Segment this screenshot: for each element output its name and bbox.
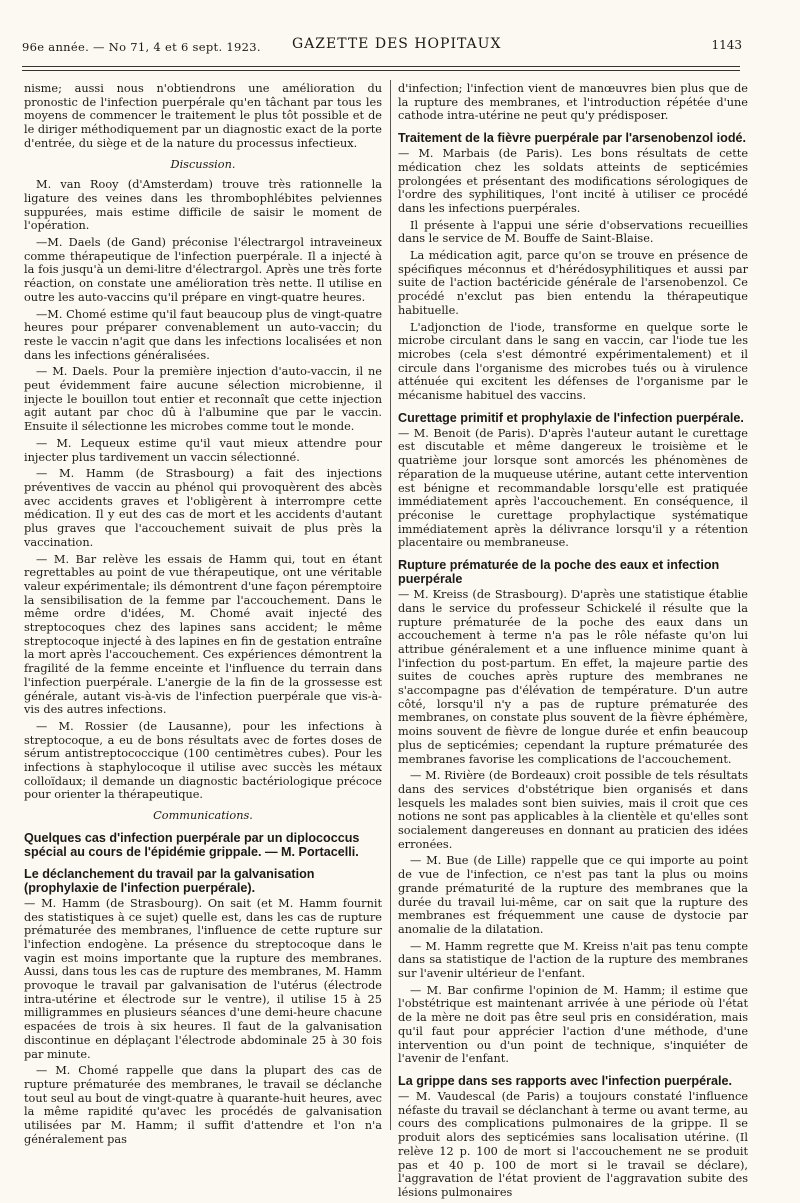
header-rule-top bbox=[22, 66, 740, 67]
page-header bbox=[22, 36, 742, 62]
article-title: Rupture prématurée de la poche des eaux et infection puerpérale bbox=[398, 558, 720, 587]
paragraph: La médication agit, parce qu'on se trouve en présence de spécifiques méconnus et d'hérédosyphilitiques et aussi par suite de l'action bactéricide générale de l'arsenobenzol. Ce procédé n'exclut pas bien entendu la thérapeutique habituelle. bbox=[398, 249, 748, 317]
header-rule-bottom bbox=[22, 70, 740, 71]
paragraph: —M. Daels (de Gand) préconise l'électrargol intraveineux comme thérapeutique de l'infection puerpérale. Il a injecté à la fois jusqu'à un demi-litre d'électrargol. Après une très forte réaction, on constate une amélioration très nette. Il utilise en outre les auto-vaccins qu'il prépare en vingt-quatre heures. bbox=[24, 236, 382, 304]
article-title: Quelques cas d'infection puerpérale par un diplococcus spécial au cours de l'épidémie grippale. — M. Portacelli. bbox=[24, 830, 360, 859]
paragraph: Il présente à l'appui une série d'observations recueillies dans le service de M. Bouffe de Saint-Blaise. bbox=[398, 218, 748, 246]
paragraph: — M. Daels. Pour la première injection d'auto-vaccin, il ne peut évidemment faire aucune sélection microbienne, il injecte le bouillon tout entier et reconnaît que cette injection agit autant par choc dû à l'albumine que par le vaccin. Ensuite il sélectionne les microbes comme tout le monde. bbox=[24, 365, 382, 434]
column-divider bbox=[390, 80, 391, 1130]
article-title: La grippe dans ses rapports avec l'infection puerpérale. bbox=[398, 1074, 733, 1088]
paragraph: — M. Vaudescal (de Paris) a toujours constaté l'influence néfaste du travail se déclanchant à terme ou avant terme, au cours des complications pulmonaires de la grippe. Il se produit alors des septicémies sans localisation utérine. (Il relève 12 p. 100 de mort si l'accouchement ne se produit pas et 40 p. 100 de mort si le travail se déclare), l'aggravation de l'état provient de l'aggravation subite des lésions pulmonaires bbox=[398, 1090, 748, 1199]
paragraph: — M. Bar confirme l'opinion de M. Hamm; il estime que l'obstétrique est maintenant arrivée à une période où l'état de la mère ne doit pas être seul pris en considération, mais qu'il faut pour apprécier l'action d'une méthode, d'une intervention ou d'un point de technique, s'inquiéter de l'avenir de l'enfant. bbox=[398, 983, 748, 1066]
right-column bbox=[398, 82, 748, 1203]
issue-info: 96e année. — No 71, 4 et 6 sept. 1923. bbox=[22, 40, 261, 54]
paragraph: — M. Kreiss (de Strasbourg). D'après une statistique établie dans le service du professeur Schickelé il résulte que la rupture prématurée de la poche des eaux dans un accouchement à terme n'a pas le rôle néfaste qu'on lui attribue généralement et a une influence minime quant à l'infection du post-partum. En effet, la majeure partie des suites de couches après rupture des membranes ne s'accompagne pas d'élévation de température. D'un autre côté, lorsqu'il n'y a pas de rupture prématurée des membranes, on constate plus souvent de la fièvre éphémère, moins souvent de fièvre de longue durée et enfin beaucoup plus de septicémies; cependant la rupture prématurée des membranes favorise les complications de l'accouchement. bbox=[398, 588, 748, 766]
section-heading-discussion: Discussion. bbox=[170, 157, 236, 171]
paragraph: — M. Rossier (de Lausanne), pour les infections à streptocoque, a eu de bons résultats avec de fortes doses de sérum antistreptococcique (100 centimètres cubes). Pour les infections à staphylocoque il utilise avec succès les métaux colloïdaux; il demande un diagnostic bactériologique précoce pour orienter la thérapeutique. bbox=[24, 719, 382, 802]
paragraph: d'infection; l'infection vient de manœuvres bien plus que de la rupture des membranes, et l'introduction répétée d'une cathode intra-utérine ne peut qu'y prédisposer. bbox=[398, 82, 748, 123]
paragraph: L'adjonction de l'iode, transforme en quelque sorte le microbe circulant dans le sang en vaccin, car l'iode tue les microbes (cela s'est démontré expérimentalement) et il circule dans l'organisme des microbes tués ou à virulence atténuée qui excitent les défenses de l'organisme par le mécanisme habituel des vaccins. bbox=[398, 320, 748, 403]
article-title: Traitement de la fièvre puerpérale par l'arsenobenzol iodé. bbox=[398, 131, 747, 146]
paragraph: — M. Rivière (de Bordeaux) croit possible de tels résultats dans des services d'obstétrique bien organisés et dans lesquels les malades sont bien suivies, mais il croit que ces notions ne sont pas applicables à la clientèle et qu'elles sont socialement dangereuses en donnant au praticien des idées erronées. bbox=[398, 769, 748, 851]
paragraph: — M. Lequeux estime qu'il vaut mieux attendre pour injecter plus tardivement un vaccin sélectionné. bbox=[24, 436, 382, 464]
paragraph: — M. Marbais (de Paris). Les bons résultats de cette médication chez les soldats atteints de septicémies prolongées et présentant des modifications sérologiques de l'ordre des syphilitiques, l'ont incité à utiliser ce procédé dans les infections puerpérales. bbox=[398, 147, 748, 215]
paragraph: —M. Chomé estime qu'il faut beaucoup plus de vingt-quatre heures pour préparer convenablement un auto-vaccin; du reste le vaccin n'agit que dans les infections localisées et non dans les infections généralisées. bbox=[24, 307, 382, 362]
paragraph: — M. Hamm regrette que M. Kreiss n'ait pas tenu compte dans sa statistique de l'action de la rupture des membranes sur l'avenir ultérieur de l'enfant. bbox=[398, 939, 748, 981]
journal-title: GAZETTE DES HOPITAUX bbox=[292, 36, 502, 52]
article-title: Curettage primitif et prophylaxie de l'infection puerpérale. bbox=[398, 410, 744, 425]
paragraph: — M. Hamm (de Strasbourg). On sait (et M. Hamm fournit des statistiques à ce sujet) quelle est, dans les cas de rupture prématurée des membranes, l'influence de cette rupture sur l'infection endogène. La présence du streptocoque dans le vagin est moins importante que la rupture des membranes. Aussi, dans tous les cas de rupture des membranes, M. Hamm provoque le travail par galvanisation de l'utérus (électrode intra-utérine et électrode sur le ventre), il utilise 15 à 25 milligrammes en plusieurs séances d'une demi-heure chacune espacées de trois à six heures. Il faut de la galvanisation discontinue en déplaçant l'électrode abdominale 25 à 30 fois par minute. bbox=[24, 896, 382, 1061]
page-number: 1143 bbox=[711, 38, 742, 52]
article-title: Le déclanchement du travail par la galvanisation (prophylaxie de l'infection puerpérale). bbox=[24, 866, 315, 895]
section-heading-communications: Communications. bbox=[153, 809, 253, 823]
paragraph: — M. Bue (de Lille) rappelle que ce qui importe au point de vue de l'infection, ce n'est pas tant la plus ou moins grande prématurité de la rupture des membranes que la durée du travail lui-même, car on sait que la rupture des membranes est fréquemment une cause de dystocie par anomalie de la dilatation. bbox=[398, 854, 748, 936]
paragraph: — M. Hamm (de Strasbourg) a fait des injections préventives de vaccin au phénol qui provoquèrent des abcès avec accidents graves et l'obligèrent à interrompre cette médication. Il y eut des cas de mort et les accidents d'autant plus graves que l'accouchement suivait de plus près la vaccination. bbox=[24, 467, 382, 549]
paragraph: nisme; aussi nous n'obtiendrons une amélioration du pronostic de l'infection puerpérale qu'en tâchant par tous les moyens de commencer le traitement le plus tôt possible et de le diriger méthodiquement par un diagnostic exact de la porte d'entrée, du siège et de la nature du processus infectieux. bbox=[24, 82, 382, 150]
paragraph: M. van Rooy (d'Amsterdam) trouve très rationnelle la ligature des veines dans les thrombophlébites pelviennes suppurées, mais estime difficile de saisir le moment de l'opération. bbox=[24, 178, 382, 233]
paragraph: — M. Benoit (de Paris). D'après l'auteur autant le curettage est discutable et même dangereux le troisième et le quatrième jour lorsque sont amorcés les phénomènes de réparation de la muqueuse utérine, autant cette intervention est bénigne et recommandable lorsqu'elle est pratiquée immédiatement après l'accouchement. En conséquence, il préconise le curettage prophylactique systématique immédiatement après la délivrance lorsqu'il y a rétention placentaire ou membraneuse. bbox=[398, 426, 748, 550]
left-column bbox=[24, 82, 382, 1150]
paragraph: — M. Chomé rappelle que dans la plupart des cas de rupture prématurée des membranes, le travail se déclanche tout seul au bout de vingt-quatre à quarante-huit heures, avec la même rapidité qu'avec les procédés de galvanisation utilisées par M. Hamm; il suffit d'attendre et l'on n'a généralement pas bbox=[24, 1064, 382, 1146]
paragraph: — M. Bar relève les essais de Hamm qui, tout en étant regrettables au point de vue thérapeutique, ont une véritable valeur expérimentale; ils démontrent d'une façon péremptoire la sensibilisation de la femme par l'accouchement. Dans le même ordre d'idées, M. Chomé avait injecté des streptocoques chez des lapines sans accident; le même streptocoque injecté à des lapines en fin de gestation entraîne la mort après l'accouchement. Ces expériences démontrent la fragilité de la femme enceinte et l'influence du terrain dans l'infection puerpérale. L'anergie de la fin de la grossesse est générale, autant vis-à-vis de l'infection puerpérale que vis-à-vis des autres infections. bbox=[24, 552, 382, 717]
